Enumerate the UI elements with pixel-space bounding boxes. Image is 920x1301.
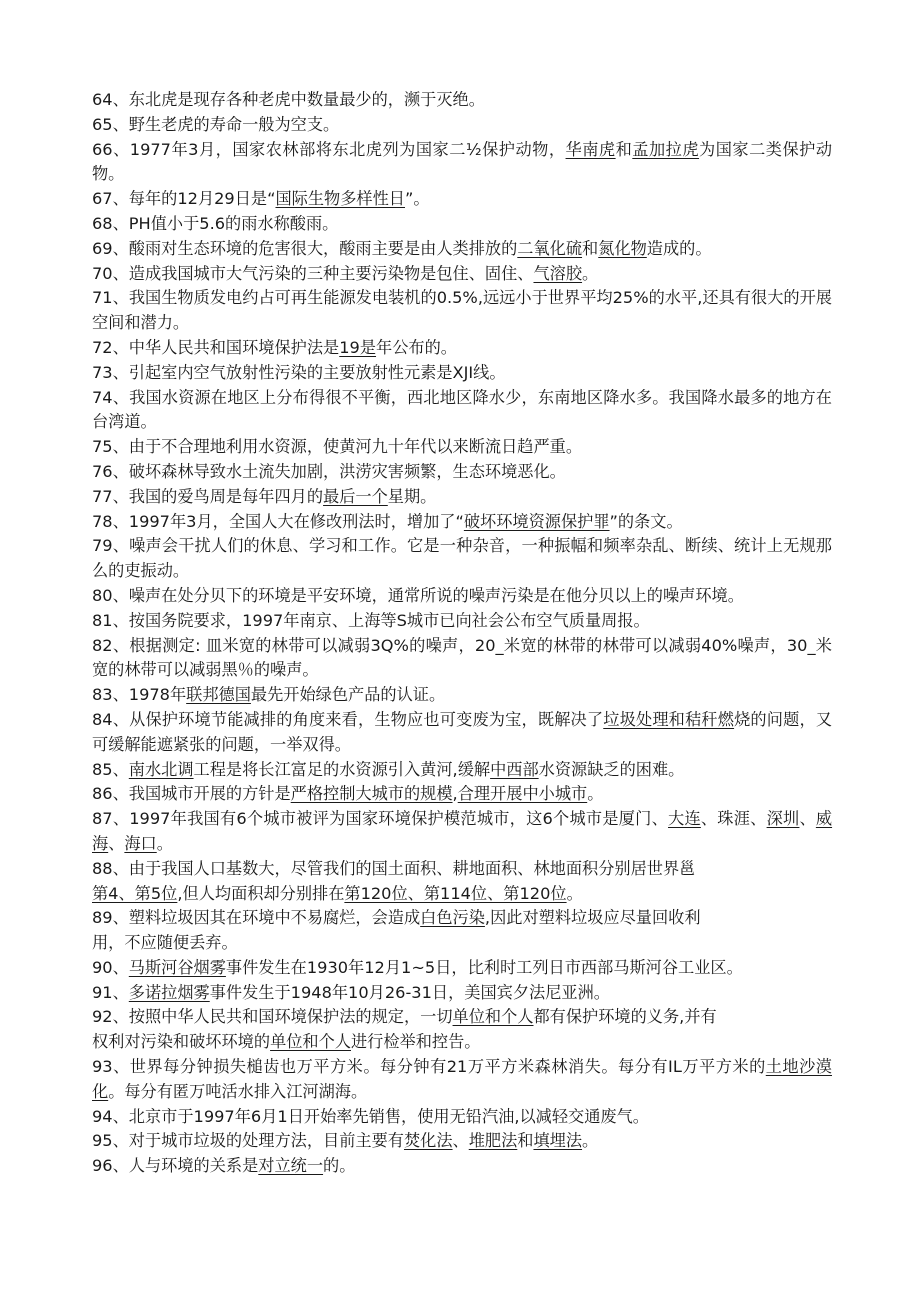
item-text: 、: [108, 833, 125, 853]
underlined-answer: 单位和个人: [452, 1007, 534, 1027]
item-text: 。: [156, 833, 173, 853]
item-text: 67、每年的12月29日是“: [92, 189, 276, 209]
underlined-answer: 中西部: [490, 759, 539, 779]
underlined-answer: 单位和个人: [270, 1032, 351, 1052]
item-text: 91、: [92, 982, 129, 1002]
underlined-answer: 填埋法: [533, 1131, 583, 1151]
item-text: 、珠涯、: [700, 809, 767, 829]
item-text: 的。: [323, 1156, 356, 1176]
list-item: [92, 237, 832, 262]
item-text: ”的条文。: [609, 511, 683, 531]
item-text: 和: [582, 238, 599, 258]
item-text: 72、中华人民共和国环境保护法是: [92, 337, 340, 357]
item-text: 进行检举和控告。: [351, 1032, 481, 1052]
list-item: [92, 138, 832, 188]
item-text: 事件发生于1948年10月26-31日，美国宾夕法尼亚洲。: [209, 982, 610, 1002]
item-text: 65、野生老虎的寿命一般为空支。: [92, 114, 340, 134]
list-item: [92, 485, 832, 510]
underlined-answer: 二氧化硫: [517, 238, 583, 258]
item-text: 73、引起室内空气放射性污染的主要放射性元素是XJI线。: [92, 362, 506, 382]
item-text: 80、噪声在处分贝下的环境是平安环境，通常所说的噪声污染是在他分贝以上的噪声环境。: [92, 585, 744, 605]
list-item: [92, 1154, 832, 1179]
underlined-answer: 对立统一: [258, 1156, 324, 1176]
item-text: 78、1997年3月，全国人大在修改刑法时，增加了“: [92, 511, 464, 531]
underlined-answer: 焚化法: [403, 1131, 453, 1151]
underlined-answer: 氮化物: [598, 238, 647, 258]
list-item: [92, 1055, 832, 1105]
item-text: 。: [582, 1131, 599, 1151]
underlined-answer: 华南虎: [565, 139, 616, 159]
list-item: [92, 460, 832, 485]
item-text: 为国家二类保护动物。: [92, 139, 833, 184]
item-text: ,: [452, 784, 458, 804]
item-text: 、: [799, 809, 816, 829]
list-item: [92, 88, 832, 113]
underlined-answer: 19是: [339, 337, 377, 357]
list-item: [92, 361, 832, 386]
item-text: 69、酸雨对生态环境的危害很大，酸雨主要是由人类排放的: [92, 238, 518, 258]
item-text: 82、根据测定: 皿米宽的林带可以减弱3Q%的噪声，20_米宽的林带的林带可以减弱40%噪声，30_米宽的林带可以减弱黑％的噪声。: [92, 635, 832, 680]
list-item: [92, 286, 832, 336]
underlined-answer: 威海: [92, 809, 833, 853]
list-item: [92, 708, 832, 758]
item-text: 96、人与环境的关系是: [92, 1156, 259, 1176]
item-text: 水资源缺乏的困难。: [538, 759, 685, 779]
item-text: 74、我国水资源在地区上分布得很不平衡，西北地区降水少，东南地区降水多。我国降水最多的地方在台湾道。: [92, 387, 832, 432]
item-text: 68、PH值小于5.6的雨水称酸雨。: [92, 213, 339, 233]
list-item: [92, 857, 832, 907]
item-text: 和: [615, 139, 633, 159]
item-text: 95、对于城市垃圾的处理方法，目前主要有: [92, 1131, 404, 1151]
question-list: [92, 88, 832, 1179]
list-item: [92, 1105, 832, 1130]
item-text: 、: [452, 1131, 469, 1151]
underlined-answer: 合理开展中小城市: [457, 784, 588, 804]
item-text: 88、由于我国人口基数大，尽管我们的国土面积、耕地面积、林地面积分别居世界邕: [92, 858, 696, 878]
item-text: 87、1997年我国有6个城市被评为国家环境保护模范城市，这6个城市是厦门、: [92, 809, 669, 829]
item-text: 64、东北虎是现存各种老虎中数量最少的，濒于灭绝。: [92, 90, 485, 109]
item-text: 年公布的。: [376, 337, 457, 357]
item-text: 和: [517, 1131, 534, 1151]
underlined-answer: 马斯河谷烟雾: [128, 957, 226, 977]
underlined-answer: 深圳: [766, 809, 800, 829]
list-item: [92, 113, 832, 138]
underlined-answer: 严格控制大城市的规模: [290, 784, 453, 804]
list-item: [92, 212, 832, 237]
item-text: 。每分有匿万吨活水排入江河湖海。: [108, 1081, 368, 1101]
item-text: 66、1977年3月，国家农林部将东北虎列为国家二½保护动物，: [92, 139, 566, 159]
underlined-answer: 海口: [124, 833, 157, 853]
list-item: [92, 906, 832, 956]
item-text: 90、: [92, 957, 129, 977]
underlined-answer: 第120位、第114位、第120位: [344, 883, 567, 903]
item-text: 工程是将长江富足的水资源引入黄河,缓解: [193, 759, 491, 779]
underlined-answer: 联邦德国: [186, 685, 251, 705]
list-item: [92, 262, 832, 287]
list-item: [92, 981, 832, 1006]
item-text: 84、从保护环境节能减排的角度来看，生物应也可变废为宝，既解决了: [92, 709, 604, 729]
underlined-answer: 土地沙漠化: [92, 1057, 832, 1101]
list-item: [92, 187, 832, 212]
item-text: 用，不应随便丢弃。: [92, 933, 238, 953]
item-text: 92、按照中华人民共和国环境保护法的规定，一切: [92, 1007, 453, 1027]
list-item: [92, 634, 832, 684]
item-text: 权利对污染和破坏环境的: [92, 1032, 271, 1052]
underlined-answer: 破坏环境资源保护罪: [463, 511, 610, 531]
item-text: 75、由于不合理地利用水资源，使黄河九十年代以来断流日趋严重。: [92, 437, 583, 457]
underlined-answer: 气溶胶: [533, 263, 583, 283]
item-text: 93、世界每分钟损失槌齿也万平方米。每分钟有21万平方米森林消失。每分有IL万平方米的: [92, 1057, 766, 1077]
item-text: 烧的问题，又可缓解能遮紧张的问题，一举双得。: [92, 709, 833, 754]
underlined-answer: 最后一个: [323, 486, 388, 506]
item-text: 。: [582, 263, 599, 283]
item-text: 星期。: [387, 486, 437, 506]
underlined-answer: 大连: [668, 809, 701, 829]
item-text: 94、北京市于1997年6月1日开始率先销售，使用无铅汽油,以减轻交通废气。: [92, 1106, 649, 1126]
list-item: [92, 758, 832, 783]
item-text: 。: [587, 784, 604, 804]
underlined-answer: 国际生物多样性日: [275, 189, 405, 209]
underlined-answer: 孟加拉虎: [632, 139, 700, 159]
underlined-answer: 白色污染: [420, 908, 485, 928]
list-item: [92, 782, 832, 807]
item-text: 77、我国的爱鸟周是每年四月的: [92, 486, 324, 506]
list-item: [92, 510, 832, 535]
list-item: [92, 609, 832, 634]
item-text: 83、1978年: [92, 685, 187, 705]
underlined-answer: 垃圾处理和秸秆燃: [603, 709, 735, 729]
item-text: 都有保护环境的义务,并有: [533, 1007, 717, 1027]
list-item: [92, 435, 832, 460]
underlined-answer: 堆肥法: [468, 1131, 518, 1151]
list-item: [92, 534, 832, 584]
list-item: [92, 956, 832, 981]
list-item: [92, 1129, 832, 1154]
item-text: ,因此对塑料垃圾应尽量回收利: [484, 908, 701, 928]
item-text: 70、造成我国城市大气污染的三种主要污染物是包住、固住、: [92, 263, 534, 283]
item-text: ,但人均面积却分别排在: [177, 883, 345, 903]
item-text: 89、塑料垃圾因其在环境中不易腐烂，会造成: [92, 908, 421, 928]
item-text: 79、噪声会干扰人们的休息、学习和工作。它是一种杂音，一种振幅和频率杂乱、断续、统计上无规那么的吏振动。: [92, 536, 832, 581]
item-text: 造成的。: [646, 238, 712, 258]
list-item: [92, 386, 832, 436]
list-item: [92, 584, 832, 609]
underlined-answer: 多诺拉烟雾: [128, 982, 210, 1002]
item-text: 81、按国务院要求，1997年南京、上海等S城市已向社会公布空气质量周报。: [92, 610, 650, 630]
item-text: 最先开始绿色产品的认证。: [250, 685, 446, 705]
item-text: 76、破坏森林导致水土流失加剧，洪涝灾害频繁，生态环境恶化。: [92, 461, 566, 481]
list-item: [92, 683, 832, 708]
list-item: [92, 336, 832, 361]
item-text: 71、我国生物质发电约占可再生能源发电装机的0.5%,远远小于世界平均25%的水平,还具有很大的开展空间和潜力。: [92, 288, 832, 333]
item-text: 85、: [92, 759, 129, 779]
underlined-answer: 南水北调: [128, 759, 194, 779]
list-item: [92, 1005, 832, 1055]
list-item: [92, 807, 832, 857]
item-text: 86、我国城市开展的方针是: [92, 784, 291, 804]
item-text: 。: [566, 883, 583, 903]
underlined-answer: 第4、第5位: [92, 883, 178, 903]
item-text: 事件发生在1930年12月1~5日，比利时工列日市西部马斯河谷工业区。: [225, 957, 743, 977]
item-text: ”。: [405, 189, 430, 209]
